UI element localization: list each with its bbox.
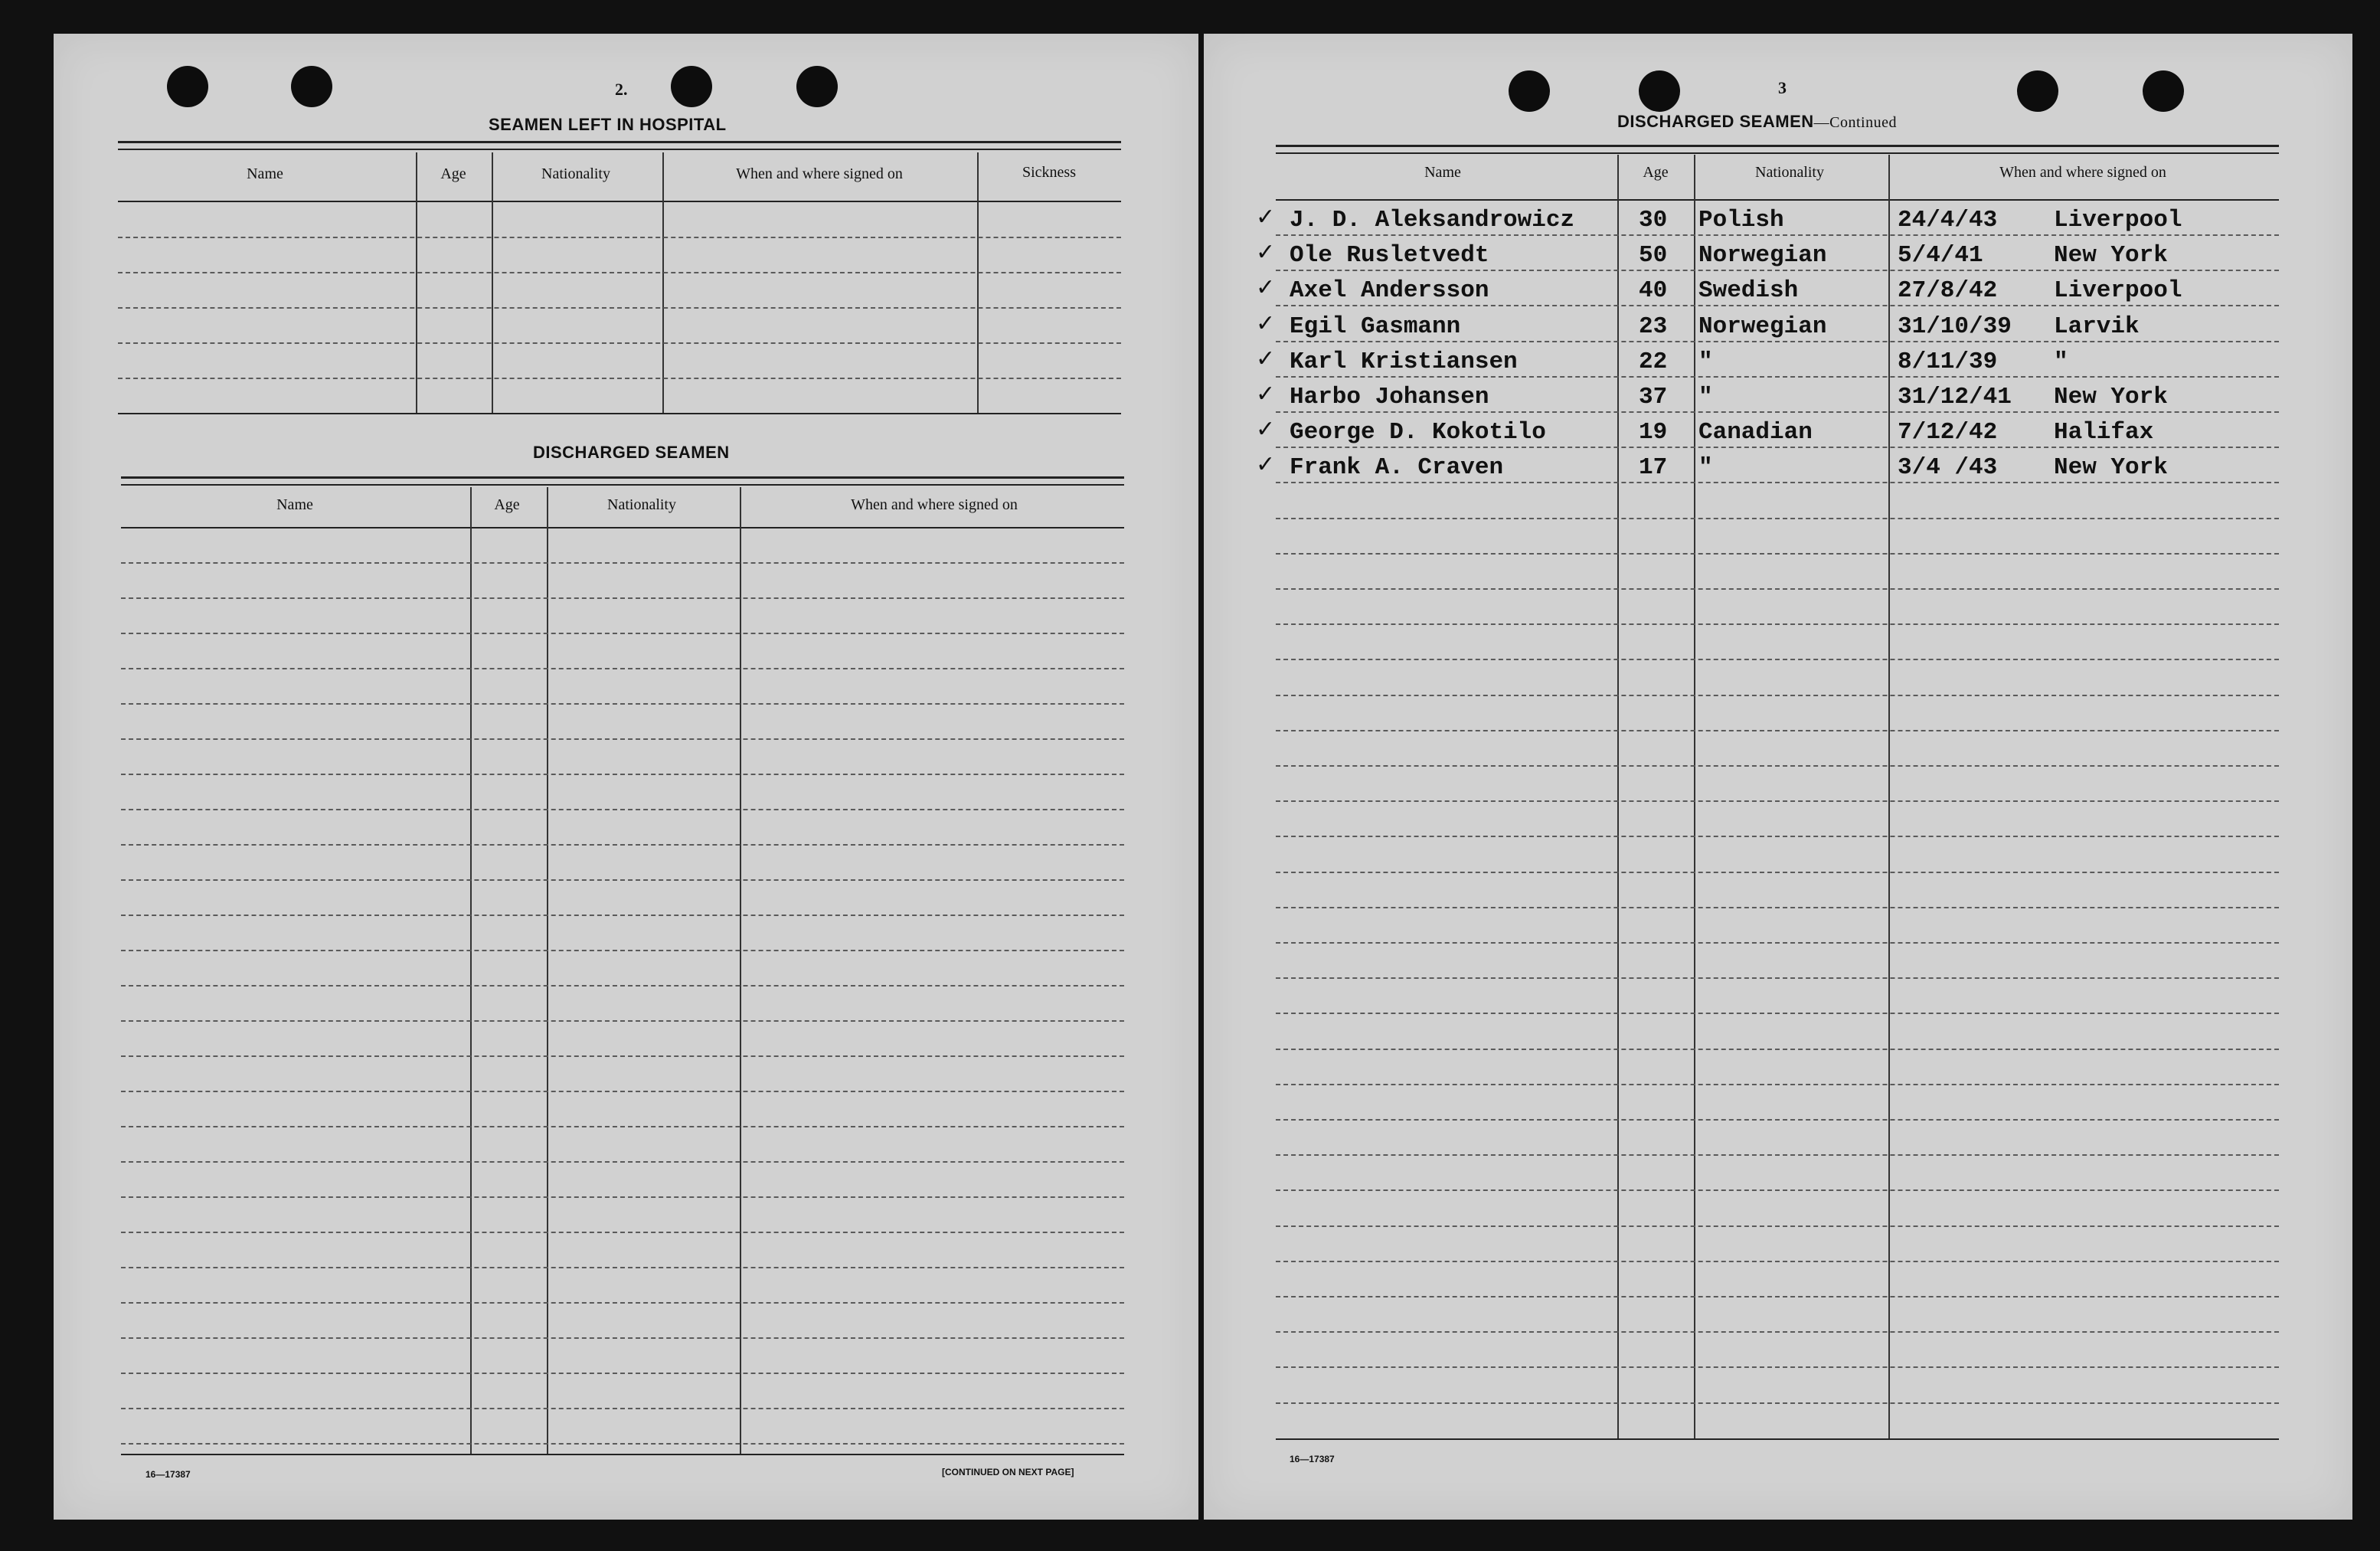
- row-line: [1276, 588, 2279, 590]
- column-divider: [1888, 155, 1890, 1438]
- row-line: [1276, 623, 2279, 625]
- row-line: [121, 1055, 1124, 1057]
- cell-signed-on-place: ": [2054, 348, 2068, 375]
- row-line: [121, 703, 1124, 705]
- row-line: [1276, 1331, 2279, 1333]
- row-line: [121, 985, 1124, 987]
- cell-name: Axel Andersson: [1290, 277, 1489, 305]
- cell-nationality: ": [1698, 348, 1713, 375]
- table-bottom-rule: [121, 1454, 1124, 1455]
- cell-signed-on-date: 31/12/41: [1898, 384, 2012, 411]
- row-line: [1276, 1366, 2279, 1368]
- row-line: [121, 562, 1124, 564]
- row-line: [1276, 695, 2279, 696]
- continued-note: [CONTINUED ON NEXT PAGE]: [942, 1467, 1074, 1477]
- cell-nationality: ": [1698, 454, 1713, 482]
- row-line: [121, 809, 1124, 810]
- cell-signed-on-place: Halifax: [2054, 419, 2154, 447]
- header-rule: [121, 527, 1124, 528]
- punch-hole: [291, 66, 332, 107]
- cell-signed-on-place: New York: [2054, 384, 2168, 411]
- row-line: [121, 915, 1124, 916]
- column-divider: [1694, 155, 1695, 1438]
- row-line: [1276, 1084, 2279, 1085]
- row-line: [1276, 411, 2279, 413]
- cell-signed-on-place: Larvik: [2054, 312, 2140, 340]
- row-line: [1276, 270, 2279, 271]
- row-line: [1276, 659, 2279, 660]
- cell-name: Frank A. Craven: [1290, 454, 1504, 482]
- cell-signed-on-date: 5/4/41: [1898, 242, 1983, 270]
- row-line: [1276, 376, 2279, 378]
- check-mark: ✓: [1256, 204, 1276, 231]
- row-line: [1276, 341, 2279, 342]
- column-divider: [492, 152, 493, 413]
- row-line: [1276, 1049, 2279, 1050]
- column-divider: [1617, 155, 1619, 1438]
- row-line: [121, 1337, 1124, 1339]
- row-line: [118, 342, 1121, 344]
- table-top-rule: [1276, 152, 2279, 154]
- cell-nationality: Canadian: [1698, 419, 1813, 447]
- row-line: [121, 1196, 1124, 1198]
- cell-age: 50: [1639, 242, 1668, 270]
- column-header-nationality: Nationality: [541, 165, 610, 182]
- row-line: [121, 950, 1124, 951]
- row-line: [1276, 942, 2279, 944]
- page-number: 2.: [615, 80, 628, 99]
- row-line: [118, 378, 1121, 379]
- row-line: [1276, 836, 2279, 837]
- column-header-name: Name: [247, 165, 283, 182]
- cell-signed-on-date: 8/11/39: [1898, 348, 1998, 375]
- check-mark: ✓: [1256, 416, 1276, 443]
- header-rule: [1276, 199, 2279, 201]
- row-line: [121, 1408, 1124, 1409]
- column-header-sickness: Sickness: [1022, 164, 1076, 181]
- header-rule: [118, 201, 1121, 202]
- discharged-section-title: DISCHARGED SEAMEN: [533, 443, 730, 462]
- row-line: [118, 237, 1121, 238]
- column-divider: [416, 152, 417, 413]
- column-divider: [977, 152, 979, 413]
- section-title-suffix: —Continued: [1813, 114, 1897, 131]
- form-number: 16—17387: [1290, 1454, 1335, 1464]
- row-line: [121, 844, 1124, 846]
- cell-age: 22: [1639, 348, 1668, 375]
- left-page: [54, 34, 1198, 1520]
- row-line: [1276, 730, 2279, 731]
- row-line: [121, 1232, 1124, 1233]
- row-line: [1276, 305, 2279, 306]
- cell-nationality: Polish: [1698, 207, 1784, 234]
- row-line: [1276, 977, 2279, 979]
- row-line: [121, 1126, 1124, 1127]
- check-mark: ✓: [1256, 381, 1276, 407]
- row-line: [1276, 1154, 2279, 1156]
- column-divider: [662, 152, 664, 413]
- cell-signed-on-date: 3/4 /43: [1898, 454, 1998, 482]
- row-line: [121, 879, 1124, 881]
- check-mark: ✓: [1256, 345, 1276, 372]
- check-mark: ✓: [1256, 274, 1276, 302]
- row-line: [1276, 234, 2279, 236]
- cell-signed-on-date: 7/12/42: [1898, 419, 1998, 447]
- cell-signed-on-place: Liverpool: [2054, 207, 2182, 234]
- row-line: [1276, 447, 2279, 448]
- cell-nationality: Norwegian: [1698, 242, 1827, 270]
- table-bottom-rule: [1276, 1438, 2279, 1440]
- row-line: [121, 633, 1124, 634]
- cell-signed-on-date: 31/10/39: [1898, 312, 2012, 340]
- cell-name: Ole Rusletvedt: [1290, 242, 1489, 270]
- cell-age: 37: [1639, 384, 1668, 411]
- column-header-name: Name: [276, 496, 313, 513]
- table-top-rule: [121, 476, 1124, 479]
- row-line: [121, 1161, 1124, 1163]
- row-line: [1276, 1261, 2279, 1262]
- row-line: [1276, 1225, 2279, 1227]
- punch-hole: [671, 66, 712, 107]
- cell-nationality: ": [1698, 384, 1713, 411]
- column-header-nationality: Nationality: [607, 496, 676, 513]
- cell-age: 19: [1639, 419, 1668, 447]
- row-line: [121, 1373, 1124, 1374]
- column-header-age: Age: [440, 165, 466, 182]
- cell-signed-on-date: 27/8/42: [1898, 277, 1998, 305]
- punch-hole: [167, 66, 208, 107]
- row-line: [1276, 907, 2279, 908]
- check-mark: ✓: [1256, 239, 1276, 267]
- cell-age: 17: [1639, 454, 1668, 482]
- cell-name: Egil Gasmann: [1290, 312, 1461, 340]
- cell-signed-on-place: Liverpool: [2054, 277, 2182, 305]
- row-line: [118, 272, 1121, 273]
- row-line: [1276, 1119, 2279, 1121]
- row-line: [1276, 800, 2279, 802]
- row-line: [1276, 553, 2279, 555]
- row-line: [1276, 1402, 2279, 1404]
- row-line: [121, 1302, 1124, 1304]
- cell-signed-on-place: New York: [2054, 242, 2168, 270]
- column-header-signed-on: When and where signed on: [851, 496, 1018, 513]
- cell-age: 23: [1639, 312, 1668, 340]
- column-header-age: Age: [494, 496, 520, 513]
- row-line: [121, 1020, 1124, 1022]
- column-header-age: Age: [1643, 164, 1669, 181]
- cell-name: George D. Kokotilo: [1290, 419, 1546, 447]
- cell-signed-on-place: New York: [2054, 454, 2168, 482]
- row-line: [1276, 1296, 2279, 1297]
- column-header-name: Name: [1424, 164, 1461, 181]
- section-title-text: DISCHARGED SEAMEN: [1617, 112, 1814, 131]
- check-mark: ✓: [1256, 309, 1276, 337]
- punch-hole: [1509, 70, 1550, 112]
- table-top-rule: [118, 141, 1121, 143]
- row-line: [1276, 1013, 2279, 1014]
- punch-hole: [2143, 70, 2184, 112]
- row-line: [1276, 872, 2279, 873]
- table-top-rule: [121, 484, 1124, 486]
- table-top-rule: [1276, 145, 2279, 147]
- row-line: [121, 738, 1124, 740]
- row-line: [121, 774, 1124, 775]
- row-line: [121, 1267, 1124, 1268]
- cell-name: Karl Kristiansen: [1290, 348, 1518, 375]
- cell-signed-on-date: 24/4/43: [1898, 207, 1998, 234]
- cell-nationality: Norwegian: [1698, 312, 1827, 340]
- row-line: [1276, 1189, 2279, 1191]
- punch-hole: [1639, 70, 1680, 112]
- section-title: [1617, 112, 1897, 132]
- punch-hole: [796, 66, 838, 107]
- row-line: [1276, 765, 2279, 767]
- row-line: [121, 1443, 1124, 1445]
- cell-age: 30: [1639, 207, 1668, 234]
- row-line: [121, 1091, 1124, 1092]
- row-line: [118, 307, 1121, 309]
- punch-hole: [2017, 70, 2058, 112]
- row-line: [1276, 482, 2279, 483]
- right-page: [1204, 34, 2352, 1520]
- row-line: [121, 597, 1124, 599]
- cell-name: J. D. Aleksandrowicz: [1290, 207, 1575, 234]
- hospital-section-title: SEAMEN LEFT IN HOSPITAL: [489, 115, 727, 134]
- page-number: 3: [1778, 78, 1787, 97]
- row-line: [1276, 518, 2279, 519]
- form-number: 16—17387: [145, 1469, 191, 1480]
- cell-name: Harbo Johansen: [1290, 384, 1489, 411]
- cell-age: 40: [1639, 277, 1668, 305]
- table-top-rule: [118, 149, 1121, 150]
- column-header-signed-on: When and where signed on: [736, 165, 903, 182]
- cell-nationality: Swedish: [1698, 277, 1799, 305]
- row-line: [121, 668, 1124, 669]
- column-header-signed-on: When and where signed on: [1999, 164, 2166, 181]
- column-header-nationality: Nationality: [1755, 164, 1824, 181]
- table-bottom-rule: [118, 413, 1121, 414]
- check-mark: ✓: [1256, 451, 1276, 479]
